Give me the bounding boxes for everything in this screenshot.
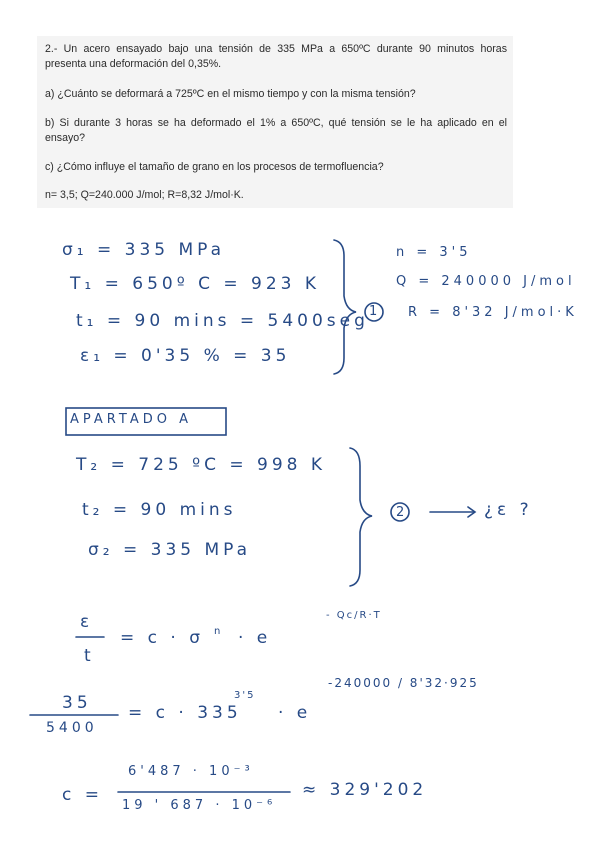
question-b-line-1: b) Si durante 3 horas se ha deformado el 1% a 650ºC, qué tensión se le ha aplicado en el [45,117,507,129]
question-b-line-2: ensayo? [45,132,86,144]
note-e1: ε₁ = 0'35 % = 35 [80,346,291,366]
group-2-marker: 2 [396,505,405,520]
eq2-exponent: -240000 / 8'32·925 [328,676,479,690]
eq2-rhs: = c · 335 [128,703,242,723]
note-t2-temp: T₂ = 725 ºC = 998 K [76,455,327,475]
eq2-exponent-n: 3'5 [234,690,256,701]
constants-line: n= 3,5; Q=240.000 J/mol; R=8,32 J/mol·K. [45,189,244,201]
eq3-lhs: c = [62,785,103,805]
eq1-exponent-n: n [214,626,223,637]
note-q-const: Q = 240000 J/mol [396,274,576,289]
group-1-circle [365,303,383,321]
eq2-numerator: 35 [62,693,92,713]
group-1-marker: 1 [369,304,378,319]
section-a-box [66,408,226,435]
note-t1-temp: T₁ = 650º C = 923 K [70,274,321,294]
eq3-result: ≈ 329'202 [302,780,428,800]
note-n-const: n = 3'5 [396,245,472,260]
unknown-epsilon: ¿ε ? [484,500,533,520]
note-r-const: R = 8'32 J/mol·K [408,305,578,320]
brace-2 [350,448,372,586]
note-t2-time: t₂ = 90 mins [82,500,237,520]
section-a-label: APARTADO A [70,412,192,427]
eq1-denominator: t [84,646,95,666]
brace-1 [334,240,356,374]
note-sigma1: σ₁ = 335 MPa [62,240,226,260]
problem-line-1: 2.- Un acero ensayado bajo una tensión de 335 MPa a 650ºC durante 90 minutos horas [45,43,507,55]
group-2-circle [391,503,409,521]
eq3-numerator: 6'487 · 10⁻³ [128,764,254,779]
eq1-exponent: - Qc/R·T [326,610,382,621]
eq1-e: · e [238,628,272,648]
eq1-numerator: ε [80,612,94,632]
eq2-denominator: 5400 [46,720,98,736]
eq2-e: · e [278,703,312,723]
question-a: a) ¿Cuánto se deformará a 725ºC en el mismo tiempo y con la misma tensión? [45,88,416,100]
problem-line-2: presenta una deformación del 0,35%. [45,58,222,70]
note-sigma2: σ₂ = 335 MPa [88,540,252,560]
eq1-rhs: = c · σ [120,628,204,648]
eq3-denominator: 19 ' 687 · 10⁻⁶ [122,798,277,813]
note-t1-time: t₁ = 90 mins = 5400seg [76,311,369,331]
question-c: c) ¿Cómo influye el tamaño de grano en los procesos de termofluencia? [45,161,384,173]
